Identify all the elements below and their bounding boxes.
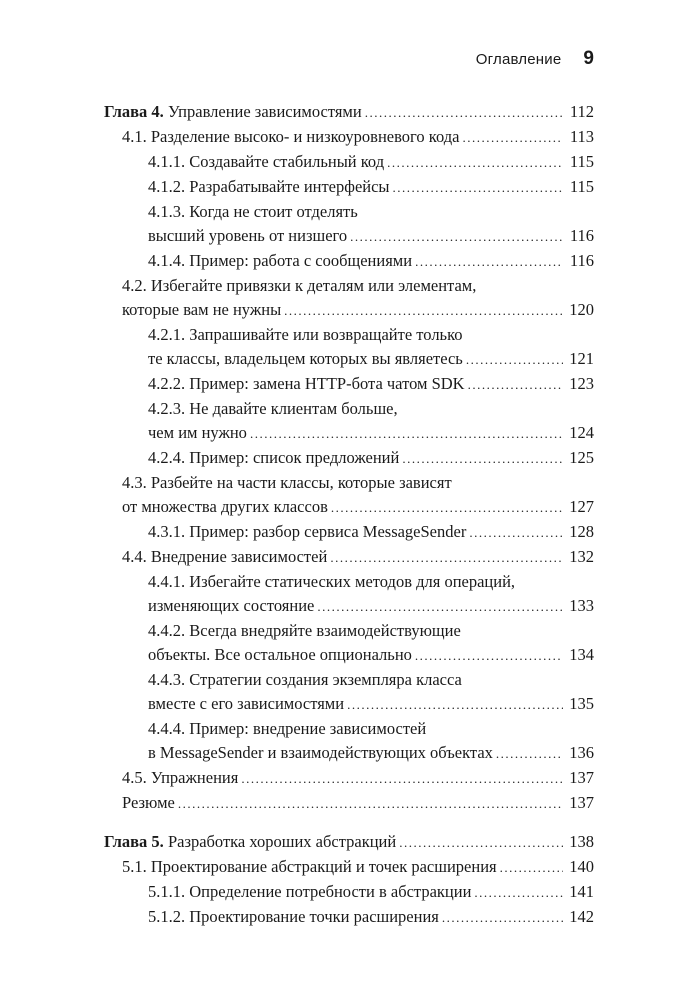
toc-chapter-entry[interactable] xyxy=(104,830,594,855)
toc-entry-text: 4.4. Внедрение зависимостей xyxy=(122,547,328,566)
toc-page-number: 142 xyxy=(569,907,594,926)
toc-entry-text: Управление зависимостями xyxy=(167,102,362,121)
toc-entry-text: вместе с его зависимостями xyxy=(148,694,345,713)
toc-entry-label xyxy=(122,471,452,495)
dot-leader xyxy=(284,299,563,323)
toc-entry-text: 4.2.1. Запрашивайте или возвращайте только xyxy=(148,325,463,344)
toc-entry-label xyxy=(148,446,399,470)
toc-entry-label xyxy=(148,421,247,445)
chapter-number: Глава 5. xyxy=(104,832,164,851)
toc-entry-text: Резюме xyxy=(122,793,175,812)
toc-entry-line xyxy=(148,905,594,930)
toc-entry-label xyxy=(148,880,471,904)
toc-entry-label xyxy=(122,495,328,519)
toc-entry-text: 4.2. Избегайте привязки к деталям или элементам, xyxy=(122,276,477,295)
chapter-number: Глава 4. xyxy=(104,102,164,121)
dot-leader xyxy=(500,856,563,880)
dot-leader xyxy=(347,693,563,717)
toc-entry-label xyxy=(122,545,327,569)
toc-section-entry[interactable] xyxy=(104,150,594,175)
toc-page-number: 121 xyxy=(569,349,594,368)
toc-section-entry[interactable] xyxy=(104,791,594,816)
toc-section-entry[interactable] xyxy=(104,175,594,200)
toc-section-entry[interactable] xyxy=(104,200,594,249)
toc-page-number: 137 xyxy=(569,768,594,787)
toc-entry-text: 4.1.4. Пример: работа с сообщениями xyxy=(148,251,413,270)
toc-entry-label xyxy=(122,274,476,298)
toc-page-number: 138 xyxy=(569,832,594,851)
toc-page-number: 115 xyxy=(569,177,594,196)
toc-entry-line xyxy=(148,421,594,446)
toc-entry-label xyxy=(148,741,493,765)
toc-chapter-entry[interactable] xyxy=(104,100,594,125)
toc-entry-line xyxy=(148,594,594,619)
dot-leader xyxy=(466,348,563,372)
toc-entry-line xyxy=(122,855,594,880)
toc-entry-label xyxy=(104,100,362,124)
dot-leader xyxy=(331,496,563,520)
toc-page-number: 123 xyxy=(569,374,594,393)
toc-entry-text: в MessageSender и взаимодействующих объектах xyxy=(148,743,493,762)
toc-page-number: 137 xyxy=(569,793,594,812)
toc-entry-text: которые вам не нужны xyxy=(122,300,282,319)
toc-entry-label xyxy=(148,643,412,667)
toc-entry-label xyxy=(148,692,344,716)
toc-entry-text: 4.1.1. Создавайте стабильный код xyxy=(148,152,385,171)
toc-entry-text: 4.3.1. Пример: разбор сервиса MessageSender xyxy=(148,522,467,541)
toc-section-entry[interactable] xyxy=(104,766,594,791)
dot-leader xyxy=(365,101,563,125)
toc-entry-text: 4.4.3. Стратегии создания экземпляра класса xyxy=(148,670,462,689)
toc-entry-line xyxy=(148,692,594,717)
toc-page-number: 140 xyxy=(569,857,594,876)
toc-entry-line xyxy=(148,741,594,766)
toc-entry-text: 5.1. Проектирование абстракций и точек расширения xyxy=(122,857,497,876)
toc-section-entry[interactable] xyxy=(104,471,594,520)
running-head xyxy=(476,48,594,70)
toc-entry-line xyxy=(148,668,594,692)
toc-entry-line xyxy=(148,150,594,175)
toc-page-number: 132 xyxy=(569,547,594,566)
toc-entry-text: 5.1.2. Проектирование точки расширения xyxy=(148,907,439,926)
toc-page-number: 116 xyxy=(569,251,594,270)
dot-leader xyxy=(393,176,563,200)
toc-page-number: 128 xyxy=(569,522,594,541)
toc-entry-label xyxy=(122,766,238,790)
toc-section-entry[interactable] xyxy=(104,125,594,150)
toc-entry-line xyxy=(148,175,594,200)
toc-entry-label xyxy=(148,323,463,347)
toc-entry-label xyxy=(122,125,459,149)
toc-entry-line xyxy=(122,471,594,495)
toc-entry-line xyxy=(122,791,594,816)
toc-entry-label xyxy=(148,397,398,421)
dot-leader xyxy=(178,792,563,816)
toc-entry-text: объекты. Все остальное опционально xyxy=(148,645,412,664)
dot-leader xyxy=(402,447,563,471)
toc-entry-label xyxy=(148,249,412,273)
toc-entry-text: 4.2.3. Не давайте клиентам больше, xyxy=(148,399,398,418)
toc-entry-text: изменяющих состояние xyxy=(148,596,315,615)
toc-section-entry[interactable] xyxy=(104,880,594,905)
toc-entry-label xyxy=(148,594,314,618)
toc-section-entry[interactable] xyxy=(104,545,594,570)
toc-entry-line xyxy=(148,446,594,471)
toc-entry-line xyxy=(148,397,594,421)
toc-entry-text: чем им нужно xyxy=(148,423,247,442)
toc-entry-line xyxy=(122,298,594,323)
toc-entry-label xyxy=(148,619,461,643)
toc-entry-line xyxy=(122,545,594,570)
toc-section-entry[interactable] xyxy=(104,570,594,619)
toc-entry-label xyxy=(148,347,463,371)
toc-entry-line xyxy=(148,372,594,397)
toc-page-number: 112 xyxy=(569,102,594,121)
toc-entry-text: 4.4.1. Избегайте статических методов для операций, xyxy=(148,572,516,591)
page-number: 9 xyxy=(583,48,594,69)
table-of-contents xyxy=(104,100,594,930)
dot-leader xyxy=(468,373,563,397)
toc-section-entry[interactable] xyxy=(104,372,594,397)
toc-page-number: 135 xyxy=(569,694,594,713)
toc-entry-line xyxy=(122,274,594,298)
toc-entry-line xyxy=(148,323,594,347)
toc-entry-label xyxy=(148,570,515,594)
toc-entry-line xyxy=(104,830,594,855)
dot-leader xyxy=(469,521,563,545)
toc-entry-text: 5.1.1. Определение потребности в абстракции xyxy=(148,882,472,901)
toc-entry-line xyxy=(122,495,594,520)
toc-page-number: 141 xyxy=(569,882,594,901)
toc-entry-text: 4.2.4. Пример: список предложений xyxy=(148,448,400,467)
dot-leader xyxy=(330,546,563,570)
toc-entry-text: 4.1.2. Разрабатывайте интерфейсы xyxy=(148,177,390,196)
toc-entry-label xyxy=(148,372,465,396)
dot-leader xyxy=(250,422,563,446)
toc-entry-line xyxy=(148,643,594,668)
toc-entry-line xyxy=(148,520,594,545)
dot-leader xyxy=(241,767,563,791)
toc-section-entry[interactable] xyxy=(104,446,594,471)
toc-page-number: 115 xyxy=(569,152,594,171)
toc-page-number: 116 xyxy=(569,226,594,245)
toc-section-entry[interactable] xyxy=(104,717,594,766)
toc-entry-text: 4.4.2. Всегда внедряйте взаимодействующие xyxy=(148,621,461,640)
toc-entry-text: 4.2.2. Пример: замена HTTP-бота чатом SDK xyxy=(148,374,465,393)
dot-leader xyxy=(462,126,563,150)
toc-entry-line xyxy=(148,880,594,905)
dot-leader xyxy=(317,595,563,619)
toc-entry-line xyxy=(148,200,594,224)
toc-entry-line xyxy=(122,766,594,791)
toc-entry-label xyxy=(122,855,497,879)
dot-leader xyxy=(399,831,563,855)
toc-entry-text: 4.5. Упражнения xyxy=(122,768,239,787)
toc-section-entry[interactable] xyxy=(104,855,594,880)
dot-leader xyxy=(496,742,563,766)
toc-entry-line xyxy=(148,619,594,643)
toc-page-number: 120 xyxy=(569,300,594,319)
toc-page-number: 124 xyxy=(569,423,594,442)
toc-entry-label xyxy=(148,668,462,692)
toc-entry-line xyxy=(148,249,594,274)
toc-entry-line xyxy=(148,570,594,594)
toc-section-entry[interactable] xyxy=(104,323,594,372)
dot-leader xyxy=(415,250,563,274)
toc-entry-text: 4.1.3. Когда не стоит отделять xyxy=(148,202,358,221)
toc-entry-label xyxy=(148,905,439,929)
toc-entry-line xyxy=(122,125,594,150)
toc-section-entry[interactable] xyxy=(104,520,594,545)
toc-entry-label xyxy=(104,830,396,854)
toc-section-entry[interactable] xyxy=(104,668,594,717)
toc-entry-label xyxy=(148,520,466,544)
toc-page-number: 125 xyxy=(569,448,594,467)
toc-entry-label xyxy=(148,200,358,224)
toc-section-entry[interactable] xyxy=(104,249,594,274)
toc-entry-line xyxy=(148,717,594,741)
toc-entry-text: 4.4.4. Пример: внедрение зависимостей xyxy=(148,719,427,738)
toc-page-number: 134 xyxy=(569,645,594,664)
toc-page-number: 136 xyxy=(569,743,594,762)
toc-page-number: 127 xyxy=(569,497,594,516)
toc-page-number: 133 xyxy=(569,596,594,615)
toc-entry-text: высший уровень от низшего xyxy=(148,226,348,245)
toc-section-entry[interactable] xyxy=(104,619,594,668)
toc-entry-label xyxy=(148,150,384,174)
toc-entry-text: от множества других классов xyxy=(122,497,328,516)
toc-entry-line xyxy=(104,100,594,125)
toc-entry-label xyxy=(122,791,175,815)
toc-entry-label xyxy=(122,298,281,322)
toc-entry-text: 4.1. Разделение высоко- и низкоуровневого кода xyxy=(122,127,460,146)
toc-entry-line xyxy=(148,347,594,372)
toc-section-entry[interactable] xyxy=(104,274,594,323)
toc-entry-label xyxy=(148,224,347,248)
toc-entry-text: те классы, владельцем которых вы являетесь xyxy=(148,349,463,368)
dot-leader xyxy=(387,151,563,175)
toc-section-entry[interactable] xyxy=(104,905,594,930)
dot-leader xyxy=(474,881,563,905)
dot-leader xyxy=(415,644,563,668)
toc-page-number: 113 xyxy=(569,127,594,146)
dot-leader xyxy=(442,906,563,930)
toc-entry-label xyxy=(148,717,426,741)
toc-entry-line xyxy=(148,224,594,249)
toc-section-entry[interactable] xyxy=(104,397,594,446)
toc-entry-text: Разработка хороших абстракций xyxy=(167,832,397,851)
dot-leader xyxy=(350,225,563,249)
toc-entry-text: 4.3. Разбейте на части классы, которые зависят xyxy=(122,473,452,492)
toc-entry-label xyxy=(148,175,390,199)
running-head-title: Оглавление xyxy=(475,51,562,68)
